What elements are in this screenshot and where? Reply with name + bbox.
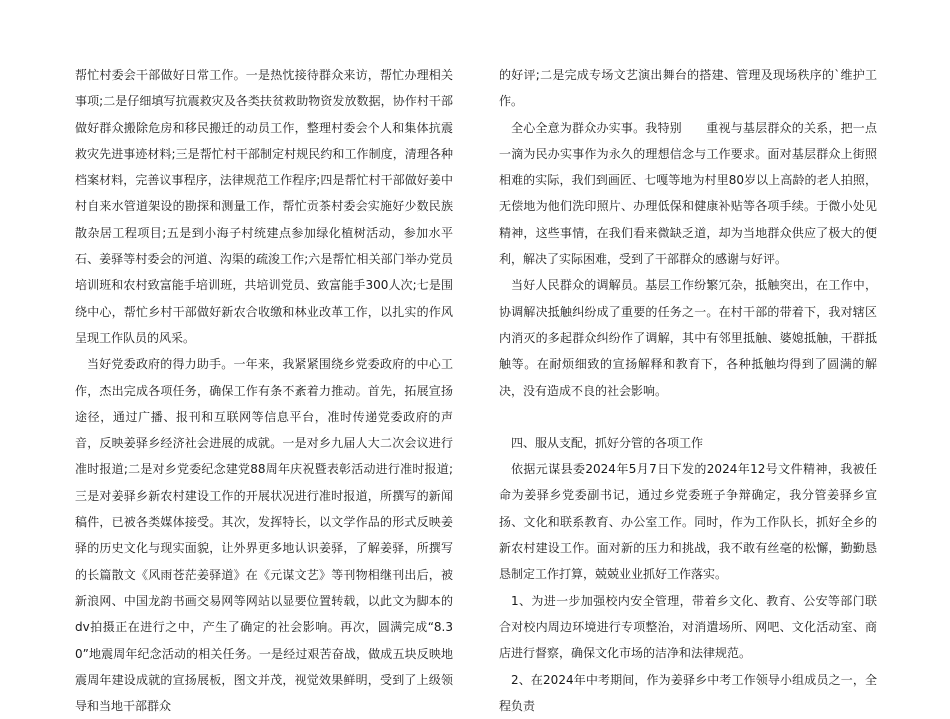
paragraph-serve-people: 全心全意为群众办实事。我特别 重视与基层群众的关系，把一点一滴为民办实事作为永久的理想信念与工作要求。面对基层群众上街照相难的实际，我们到画匠、七嘎等地为村里80岁以上高龄的老人拍照，无偿地为他们洗印照片、办理低保和健康补贴等各项手续。于微小处见精神，这些事情，在我们看来微缺乏道，却为当地群众供应了极大的便利，解决了实际困难，受到了干部群众的感谢与好评。 bbox=[499, 120, 877, 267]
right-column bbox=[499, 62, 877, 719]
paragraph-item-two: 2、在2024年中考期间，作为姜驿乡中考工作领导小组成员之一，全程负责 bbox=[499, 672, 877, 713]
section-spacer bbox=[499, 404, 877, 430]
paragraph-item-one: 1、为进一步加强校内安全管理，带着乡文化、教育、公安等部门联合对校内周边环境进行专项整治，对消遣场所、网吧、文化活动室、商店进行督察，确保文化市场的洁净和法律规范。 bbox=[499, 593, 877, 661]
paragraph-performance-continuation: 的好评;二是完成专场文艺演出舞台的搭建、管理及现场秩序的`维护工作。 bbox=[499, 68, 877, 109]
paragraph-mediator: 当好人民群众的调解员。基层工作纷繁冗杂，抵触突出，在工作中，协调解决抵触纠纷成了重要的任务之一。在村干部的带着下，我对辖区内消灭的多起群众纠纷作了调解，其中有邻里抵触、婆媳抵触，干群抵触等。在耐烦细致的宣扬解释和教育下，各种抵触均得到了圆满的解决，没有造成不良的社会影响。 bbox=[499, 278, 877, 398]
paragraph-appointment: 依据元谋县委2024年5月7日下发的2024年12号文件精神，我被任命为姜驿乡党委副书记，通过乡党委班子争辩确定，我分管姜驿乡宣扬、文化和联系教育、办公室工作。同时，作为工作队长，抓好全乡的新农村建设工作。面对新的压力和挑战，我不敢有丝毫的松懈，勤勤恳恳制定工作打算，兢兢业业抓好工作落实。 bbox=[499, 462, 877, 582]
paragraph-party-assistant: 当好党委政府的得力助手。一年来，我紧紧围绕乡党委政府的中心工作，杰出完成各项任务，确保工作有条不紊着力推动。首先，拓展宣扬途径，通过广播、报刊和互联网等信息平台，准时传递党委政府的声音，反映姜驿乡经济社会进展的成就。一是对乡九届人大二次会议进行准时报道;二是对乡党委纪念建党88周年庆祝暨表彰活动进行准时报道;三是对姜驿乡新农村建设工作的开展状况进行准时报道，所撰写的新闻稿件，已被各类媒体接受。其次，发挥特长，以文学作品的形式反映姜驿的历史文化与现实面貌，让外界更多地认识姜驿，了解姜驿，所撰写的长篇散文《风雨苍茫姜驿道》在《元谋文艺》等刊物相继刊出后，被新浪网、中国龙韵书画交易网等网站以显要位置转载，以此文为脚本的dv拍摄正在进行之中，产生了确定的社会影响。再次，圆满完成“8.30”地震周年纪念活动的相关任务。一是经过艰苦奋战，做成五块反映地震周年建设成就的宣扬展板，图文并茂，视觉效果鲜明，受到了上级领导和当地干部群众 bbox=[75, 357, 453, 714]
left-column bbox=[75, 62, 453, 719]
paragraph-village-work: 帮忙村委会干部做好日常工作。一是热忱接待群众来访，帮忙办理相关事项;二是仔细填写抗震救灾及各类扶贫救助物资发放数据，协作村干部做好群众搬除危房和移民搬迁的动员工作，整理村委会个人和集体抗震救灾先进事迹材料;三是帮忙村干部制定村规民约和工作制度，清理各种档案材料，完善议事程序，法律规范工作程序;四是帮忙村干部做好姜中村自来水管道架设的勘探和测量工作，帮忙贡茶村委会实施好少数民族散杂居工程项目;五是到小海子村统建点参加绿化植树活动，参加水平石、姜驿等村委会的河道、沟渠的疏浚工作;六是帮忙相关部门举办党员培训班和农村致富能手培训班，共培训党员、致富能手300人次;七是围绕中心，帮忙乡村干部做好新农合收缴和林业改革工作，以扎实的作风呈现工作队员的风采。 bbox=[75, 68, 453, 345]
section-heading-four: 四、服从支配，抓好分管的各项工作 bbox=[511, 435, 704, 450]
